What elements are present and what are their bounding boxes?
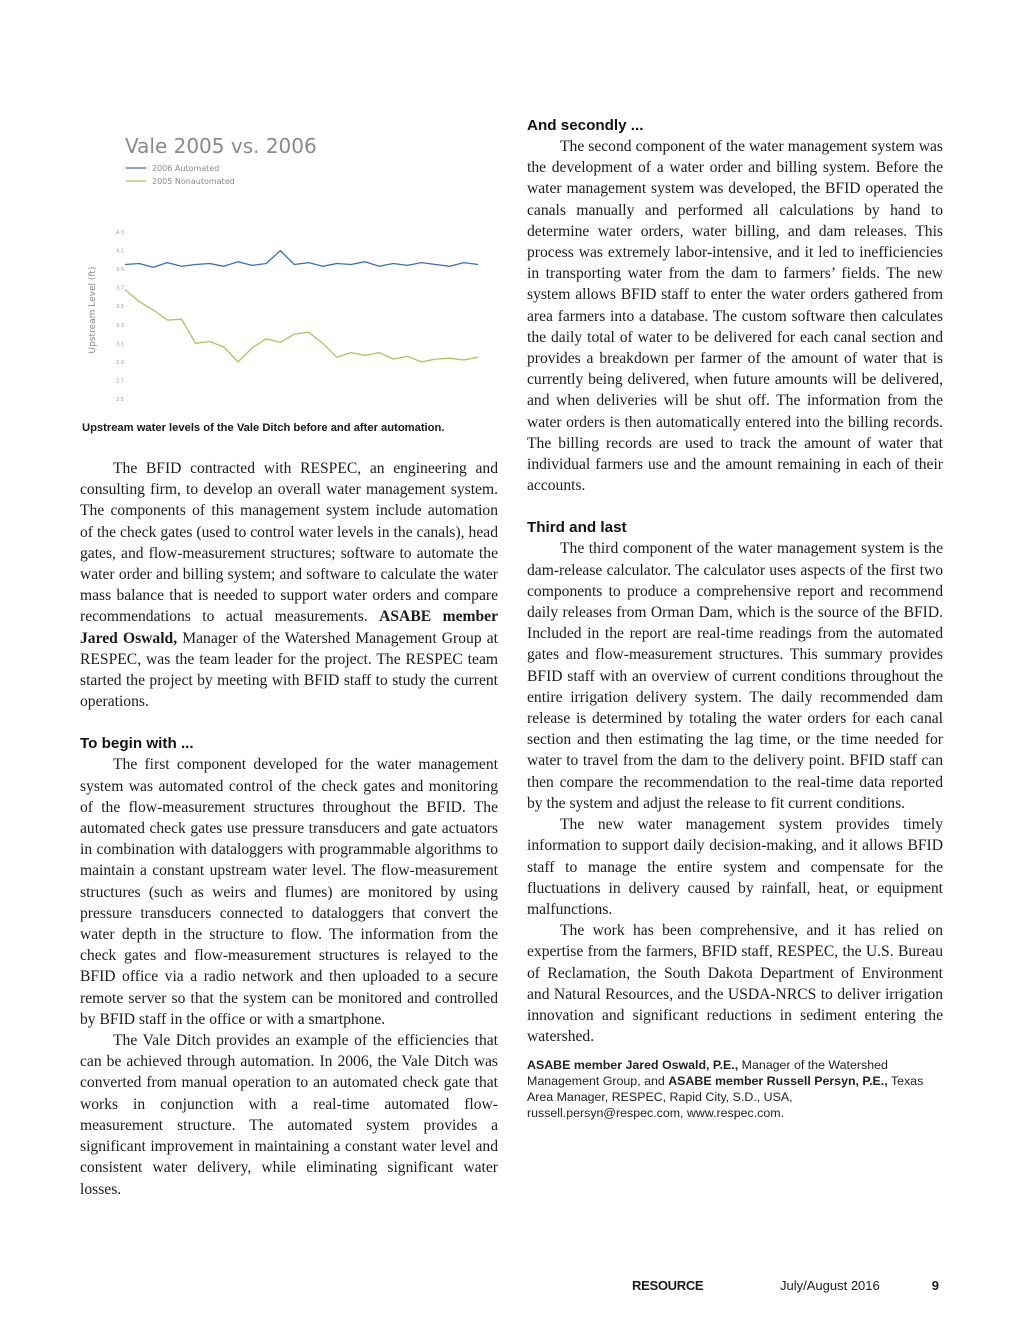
y-tick-label: 2.9 [116, 359, 124, 366]
paragraph-conclusion: The work has been comprehensive, and it has relied on expertise from the farmers, BFID staff, RESPEC, the U.S. Bureau of Reclamation, the South Dakota Department of Environment and Natural Resources, and the USDA-NRCS to deliver irrigation innovation and significant reductions in sediment entering the watershed. [527, 922, 943, 1046]
heading-to-begin-with: To begin with ... [80, 735, 194, 753]
paragraph-vale-ditch: The Vale Ditch provides an example of the efficiencies that can be achieved through automation. In 2006, the Vale Ditch was converted from manual operation to an automated check gate that works in conjunction with a real-time automated flow-measurement structure. The automated system provides a significant improvement in maintaining a constant water level and consistent water delivery, while eliminating significant water losses. [80, 1032, 498, 1198]
page-number: 9 [931, 1278, 939, 1293]
y-tick-label: 3.1 [116, 341, 124, 348]
y-tick-label: 2.5 [116, 397, 124, 403]
intro-text-end: Manager of the Watershed Management Group at RESPEC, was the team leader for the project. The RESPEC team started the project by meeting with BFID staff to study the current operations. [80, 629, 498, 711]
line-chart [80, 110, 498, 410]
y-tick-label: 2.7 [116, 378, 124, 385]
intro-text: The BFID contracted with RESPEC, an engineering and consulting firm, to develop an overall water management system. The components of this management system include automation of the check gates (used to control water levels in the canals), head gates, and flow-measurement structures; software to automate the water order and billing system; and software to calculate the water mass balance that is needed to support water orders and compare recommendations to actual measurements. [80, 460, 498, 626]
intro-paragraph [80, 458, 498, 712]
y-tick-label: 3.5 [116, 304, 124, 311]
figure-caption: Upstream water levels of the Vale Ditch before and after automation. [82, 422, 445, 434]
y-tick-label: 4.1 [116, 248, 124, 255]
legend-2006-automated: 2006 Automated [152, 164, 220, 173]
y-tick-label: 3.7 [116, 285, 124, 292]
series-line-2006-automated [125, 251, 478, 268]
chart-series [125, 251, 478, 362]
right-column [527, 115, 943, 1121]
magazine-name: RESOURCE [632, 1278, 704, 1293]
y-tick-label: 3.9 [116, 267, 124, 274]
legend-2005-nonautomated: 2005 Nonautomated [152, 177, 235, 186]
heading-third-and-last: Third and last [527, 519, 627, 537]
paragraph-new-system: The new water management system provides timely information to support daily decision-making, and it allows BFID staff to manage the entire system and compensate for the fluctuations in delivery caused by rainfall, heat, or equipment malfunctions. [527, 816, 943, 918]
page-footer [620, 1278, 943, 1298]
paragraph-second-component: The second component of the water management system was the development of a water order and billing system. Before the water management system was developed, the BFID operated the canals manually and performed all calculations by hand to determine water orders, water billing, and dam releases. This process was extremely labor-intensive, and it led to inefficiencies in transporting water from the dam to farmers’ fields. The new system allows BFID staff to enter the water orders gathered from area farmers into a database. The custom software then calculates the daily total of water to be delivered for each canal section and provides a breakdown per farmer of the amount of water that is currently being delivered, when future amounts will be delivered, and when deliveries will be shut off. The information from the water orders is then automatically entered into the billing records. The billing records are used to track the amount of water that individual farmers use and the amount remaining in each of their accounts. [527, 138, 943, 495]
issue-date: July/August 2016 [780, 1278, 880, 1293]
intro-bold-name: ASABE member Jared Oswald, [80, 608, 498, 647]
paragraph-third-component: The third component of the water management system is the dam-release calculator. The calculator uses aspects of the first two components to produce a comprehensive report and recommend daily releases from Orman Dam, which is the source of the BFID. Included in the report are real-time readings from the automated gates and flow-measurement structures. This summary provides BFID staff with an overview of current conditions throughout the entire irrigation delivery system. The daily recommended dam release is determined by totaling the water orders for each canal section and then estimating the lag time, or the time needed for water to travel from the dam to the delivery point. BFID staff can then compare the recommendation to the real-time data reported by the system and adjust the release to fit current conditions. [527, 540, 943, 812]
author-bio-text-2: Texas Area Manager, RESPEC, Rapid City, S.D., USA, russell.persyn@respec.com, www.respec.com. [527, 1074, 924, 1121]
y-tick-label: 3.3 [116, 322, 124, 329]
y-axis-label: Upstream Level (ft) [88, 266, 98, 354]
paragraph-first-component: The first component developed for the water management system was automated control of the check gates and monitoring of the flow-measurement structures throughout the BFID. The automated check gates use pressure transducers and gate actuators in combination with dataloggers with programmable algorithms to maintain a constant upstream water level. The flow-measurement structures (such as weirs and flumes) are monitored by using pressure transducers connected to dataloggers that convert the water depth in the structure to flow. The information from the check gates and flow-measurement structures is relayed to the BFID office via a radio network and then uploaded to a secure remote server so that the system can be monitored and controlled by BFID staff in the office or with a smartphone. [80, 756, 498, 1028]
chart-title: Vale 2005 vs. 2006 [125, 134, 317, 158]
author-bio-text-1: Manager of the Watershed Management Group, and [527, 1058, 888, 1089]
heading-and-secondly: And secondly ... [527, 117, 644, 134]
author-bio [527, 1057, 943, 1121]
series-line-2005-nonautomated [125, 290, 478, 362]
author-name-persyn: ASABE member Russell Persyn, P.E., [668, 1074, 888, 1089]
y-tick-label: 4.3 [116, 230, 124, 236]
chart-figure [80, 110, 498, 410]
author-name-oswald: ASABE member Jared Oswald, P.E., [527, 1058, 739, 1073]
y-axis-ticks [116, 230, 124, 403]
left-column [80, 110, 498, 1200]
